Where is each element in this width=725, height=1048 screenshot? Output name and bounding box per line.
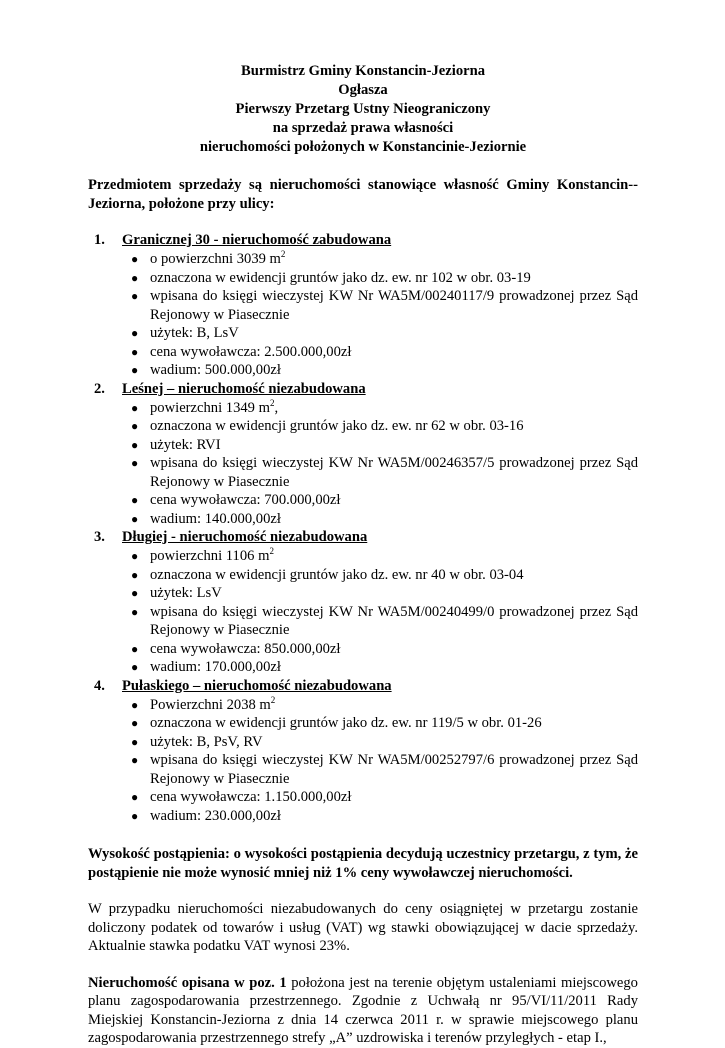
property-detail-item — [128, 658, 638, 677]
property-number: 4. — [94, 677, 105, 694]
detail-text: wadium: 140.000,00zł — [150, 510, 281, 527]
bullet-icon: ● — [131, 586, 139, 600]
bullet-icon: ● — [131, 344, 139, 359]
property-detail-item — [128, 399, 638, 418]
detail-text: oznaczona w ewidencji gruntów jako dz. ew. nr 40 w obr. 03-04 — [150, 566, 524, 583]
detail-suffix: , — [274, 399, 279, 416]
header-authority: Burmistrz Gminy Konstancin-Jeziorna — [240, 63, 486, 79]
property-details — [88, 547, 638, 677]
property-detail-item — [128, 343, 638, 362]
bullet-icon: ● — [131, 604, 139, 619]
detail-text: użytek: RVI — [150, 436, 221, 453]
property-title — [88, 528, 638, 547]
detail-text: wadium: 500.000,00zł — [150, 362, 281, 378]
bullet-icon: ● — [131, 567, 139, 582]
property-details — [88, 696, 638, 826]
property-detail-item — [128, 454, 638, 491]
detail-text: powierzchni 1349 m — [150, 399, 270, 416]
property-number: 3. — [94, 529, 105, 545]
property-name: Długiej - nieruchomość niezabudowana — [122, 529, 368, 545]
property-title — [88, 231, 638, 250]
detail-text: wpisana do księgi wieczystej KW Nr WA5M/00240499/0 prowadzonej przez Sąd Rejonowy w Piasecznie — [150, 603, 638, 638]
bullet-icon: ● — [131, 549, 139, 563]
bullet-icon: ● — [131, 363, 139, 377]
property-number: 2. — [94, 380, 105, 397]
zoning-plan-lead: Nieruchomość opisana w poz. 1 — [88, 974, 287, 991]
detail-superscript: 2 — [269, 397, 275, 408]
bullet-icon: ● — [131, 716, 139, 730]
property-detail-item — [128, 269, 638, 288]
property-detail-item — [128, 788, 638, 807]
property-list — [88, 231, 638, 825]
property-item — [88, 380, 638, 529]
detail-text: oznaczona w ewidencji gruntów jako dz. ew. nr 102 w obr. 03-19 — [150, 269, 531, 286]
property-name: Pułaskiego – nieruchomość niezabudowana — [122, 677, 392, 694]
bullet-icon: ● — [131, 289, 139, 303]
detail-superscript: 2 — [270, 694, 276, 705]
detail-text: wpisana do księgi wieczystej KW Nr WA5M/00246357/5 prowadzonej przez Sąd Rejonowy w Piasecznie — [150, 455, 638, 490]
property-detail-item — [128, 807, 638, 826]
detail-superscript: 2 — [280, 249, 286, 259]
bullet-icon: ● — [131, 400, 139, 415]
bullet-icon: ● — [131, 511, 139, 526]
detail-superscript: 2 — [269, 546, 274, 556]
detail-text: Powierzchni 2038 m — [150, 696, 271, 713]
detail-text: wadium: 230.000,00zł — [150, 807, 281, 824]
bullet-icon: ● — [131, 493, 139, 507]
detail-text: użytek: B, LsV — [150, 325, 239, 341]
property-detail-item — [128, 696, 638, 715]
property-detail-item — [128, 640, 638, 659]
bullet-icon: ● — [131, 697, 139, 712]
property-detail-item — [128, 733, 638, 752]
detail-text: cena wywoławcza: 2.500.000,00zł — [150, 343, 352, 360]
vat-paragraph: W przypadku nieruchomości niezabudowanych do ceny osiągniętej w przetargu zostanie doliczony podatek od towarów i usług (VAT) wg stawki obowiązującej w dacie sprzedaży. Aktualnie stawka podatku VAT wynosi 23%. — [88, 901, 638, 954]
detail-text: oznaczona w ewidencji gruntów jako dz. ew. nr 119/5 w obr. 01-26 — [150, 715, 542, 731]
property-detail-item — [128, 584, 638, 603]
property-number: 1. — [94, 232, 105, 248]
bullet-icon: ● — [131, 734, 139, 749]
bullet-icon: ● — [131, 456, 139, 470]
bullet-icon: ● — [131, 326, 139, 340]
intro-paragraph: Przedmiotem sprzedaży są nieruchomości stanowiące własność Gminy Konstancin--Jeziorna, położone przy ulicy: — [88, 177, 638, 212]
header-location: nieruchomości położonych w Konstancinie-Jeziornie — [199, 139, 527, 155]
detail-text: powierzchni 1106 m — [150, 548, 270, 564]
header-subject: na sprzedaż prawa własności — [272, 120, 454, 136]
detail-text: cena wywoławcza: 700.000,00zł — [150, 492, 341, 508]
zoning-plan-paragraph — [88, 974, 638, 1048]
property-item — [88, 528, 638, 677]
property-details — [88, 250, 638, 380]
property-item — [88, 677, 638, 826]
document-page — [88, 62, 638, 1048]
bullet-icon: ● — [131, 252, 139, 266]
detail-text: wpisana do księgi wieczystej KW Nr WA5M/00240117/9 prowadzonej przez Sąd Rejonowy w Piasecznie — [150, 288, 638, 323]
zoning-plan-text: położona jest na terenie objętym ustaleniami miejscowego planu zagospodarowania przestrzennego. Zgodnie z Uchwałą nr 95/VI/11/2011 Rady Miejskiej Konstancin-Jeziorna z dnia 14 czerwca 2011 r. w sprawie miejscowego planu zagospodarowania przestrzennego strefy „A” uzdrowiska i terenów przyległych - etap I., — [88, 974, 638, 1046]
bullet-icon: ● — [131, 753, 139, 767]
property-item — [88, 231, 638, 380]
property-name: Leśnej – nieruchomość niezabudowana — [122, 380, 366, 397]
property-detail-item — [128, 436, 638, 455]
bullet-icon: ● — [131, 808, 139, 823]
detail-text: oznaczona w ewidencji gruntów jako dz. ew. nr 62 w obr. 03-16 — [150, 418, 524, 434]
property-detail-item — [128, 287, 638, 324]
bullet-icon: ● — [131, 641, 139, 656]
property-detail-item — [128, 566, 638, 585]
property-name: Granicznej 30 - nieruchomość zabudowana — [122, 232, 392, 248]
property-detail-item — [128, 714, 638, 733]
property-detail-item — [128, 510, 638, 529]
bullet-icon: ● — [131, 660, 139, 674]
property-detail-item — [128, 603, 638, 640]
property-title — [88, 677, 638, 696]
property-detail-item — [128, 417, 638, 436]
detail-text: cena wywoławcza: 1.150.000,00zł — [150, 789, 352, 805]
bullet-icon: ● — [131, 270, 139, 285]
detail-text: użytek: LsV — [150, 585, 222, 601]
detail-text: wpisana do księgi wieczystej KW Nr WA5M/00252797/6 prowadzonej przez Sąd Rejonowy w Piasecznie — [150, 752, 638, 787]
property-detail-item — [128, 491, 638, 510]
bullet-icon: ● — [131, 419, 139, 433]
property-detail-item — [128, 250, 638, 269]
detail-text: użytek: B, PsV, RV — [150, 733, 263, 750]
header-tender-type: Pierwszy Przetarg Ustny Nieograniczony — [235, 101, 491, 117]
property-details — [88, 399, 638, 529]
bullet-icon: ● — [131, 437, 139, 452]
detail-text: cena wywoławcza: 850.000,00zł — [150, 640, 341, 657]
bullet-icon: ● — [131, 790, 139, 804]
header-announces: Ogłasza — [338, 82, 388, 98]
property-title — [88, 380, 638, 399]
property-detail-item — [128, 547, 638, 566]
announcement-header — [88, 62, 638, 157]
property-detail-item — [128, 324, 638, 343]
bid-step-paragraph: Wysokość postąpienia: o wysokości postąpienia decydują uczestnicy przetargu, z tym, że postąpienie nie może wynosić mniej niż 1% ceny wywoławczej nieruchomości. — [88, 846, 638, 881]
property-detail-item — [128, 361, 638, 380]
detail-text: o powierzchni 3039 m — [150, 251, 281, 267]
property-detail-item — [128, 751, 638, 788]
detail-text: wadium: 170.000,00zł — [150, 659, 281, 675]
